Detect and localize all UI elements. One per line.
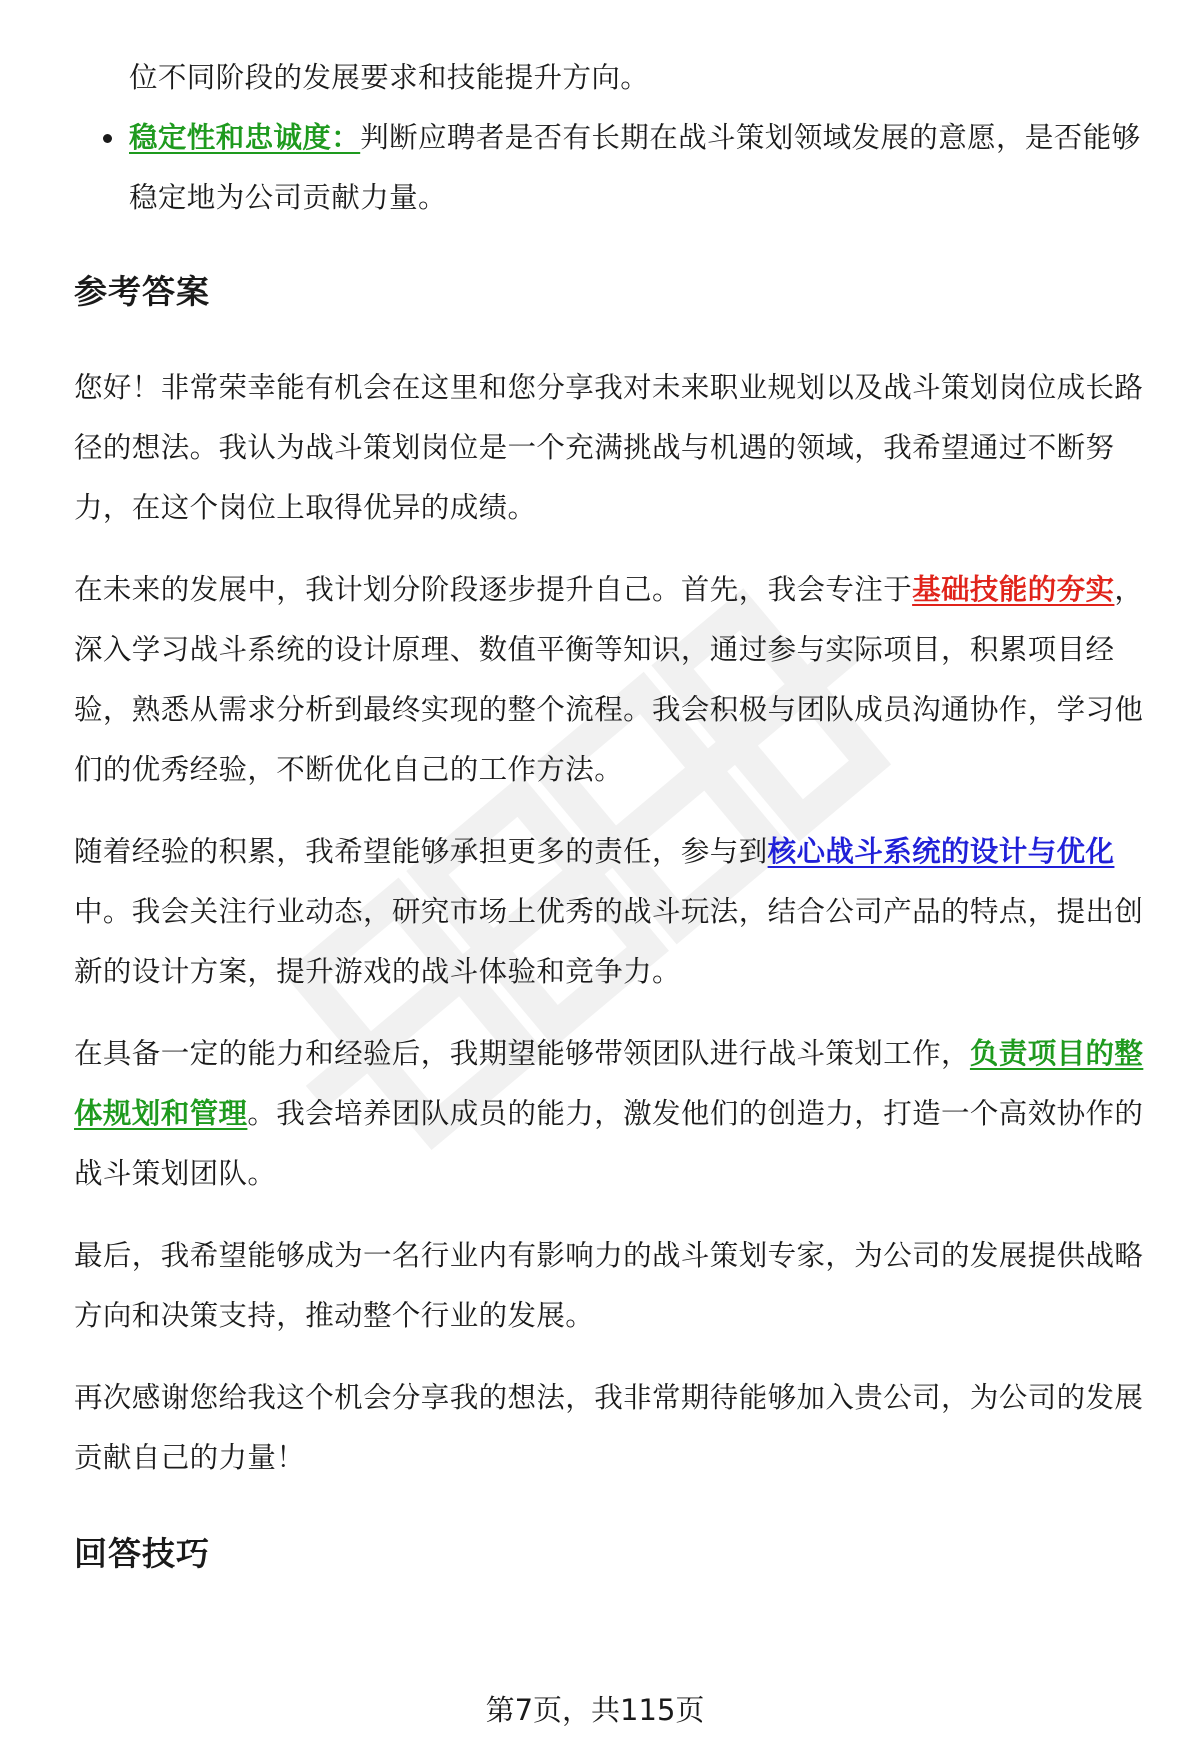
page-number: 第7页，共115页 [485,1693,705,1727]
paragraph-expert: 最后，我希望能够成为一名行业内有影响力的战斗策划专家，为公司的发展提供战略方向和决策支持，推动整个行业的发展。 [74,1239,1144,1332]
paragraph-greeting: 您好！非常荣幸能有机会在这里和您分享我对未来职业规划以及战斗策划岗位成长路径的想法。我认为战斗策划岗位是一个充满挑战与机遇的领域，我希望通过不断努力，在这个岗位上取得优异的成绩。 [74,371,1144,524]
paragraph-foundation [74,560,1159,800]
highlight-foundation-skills: 基础技能的夯实 [912,573,1115,606]
paragraph-leadership [74,1024,1159,1204]
paragraph-text: 随着经验的积累，我希望能够承担更多的责任，参与到 [74,835,768,868]
paragraph-text: ，深入学习战斗系统的设计原理、数值平衡等知识，通过参与实际项目，积累项目经验，熟悉从需求分析到最终实现的整个流程。我会积极与团队成员沟通协作，学习他们的优秀经验，不断优化自己的工作方法。 [74,573,1144,786]
paragraph-text: 在具备一定的能力和经验后，我期望能够带领团队进行战斗策划工作， [74,1037,970,1070]
heading-answer-tips: 回答技巧 [74,1534,210,1573]
highlight-project-management: 负责项目的整体规划和管理 [74,1037,1144,1130]
paragraph-thanks: 再次感谢您给我这个机会分享我的想法，我非常期待能够加入贵公司，为公司的发展贡献自己的力量！ [74,1381,1144,1474]
bullet-icon [103,134,112,143]
bullet-text: 判断应聘者是否有长期在战斗策划领域发展的意愿，是否能够稳定地为公司贡献力量。 [129,121,1141,214]
document-body [74,48,1159,1574]
bullet-continuation: 位不同阶段的发展要求和技能提升方向。 [129,61,650,94]
bullet-label: 稳定性和忠诚度： [129,121,361,154]
heading-reference-answer: 参考答案 [74,272,210,311]
highlight-core-system: 核心战斗系统的设计与优化 [767,835,1115,868]
list-item [74,108,1159,228]
paragraph-core-system [74,822,1159,1002]
paragraph-text: 在未来的发展中，我计划分阶段逐步提升自己。首先，我会专注于 [74,573,913,606]
paragraph-text: 。我会培养团队成员的能力，激发他们的创造力，打造一个高效协作的战斗策划团队。 [74,1097,1144,1190]
paragraph-text: 中。我会关注行业动态，研究市场上优秀的战斗玩法，结合公司产品的特点，提出创新的设计方案，提升游戏的战斗体验和竞争力。 [74,895,1144,988]
